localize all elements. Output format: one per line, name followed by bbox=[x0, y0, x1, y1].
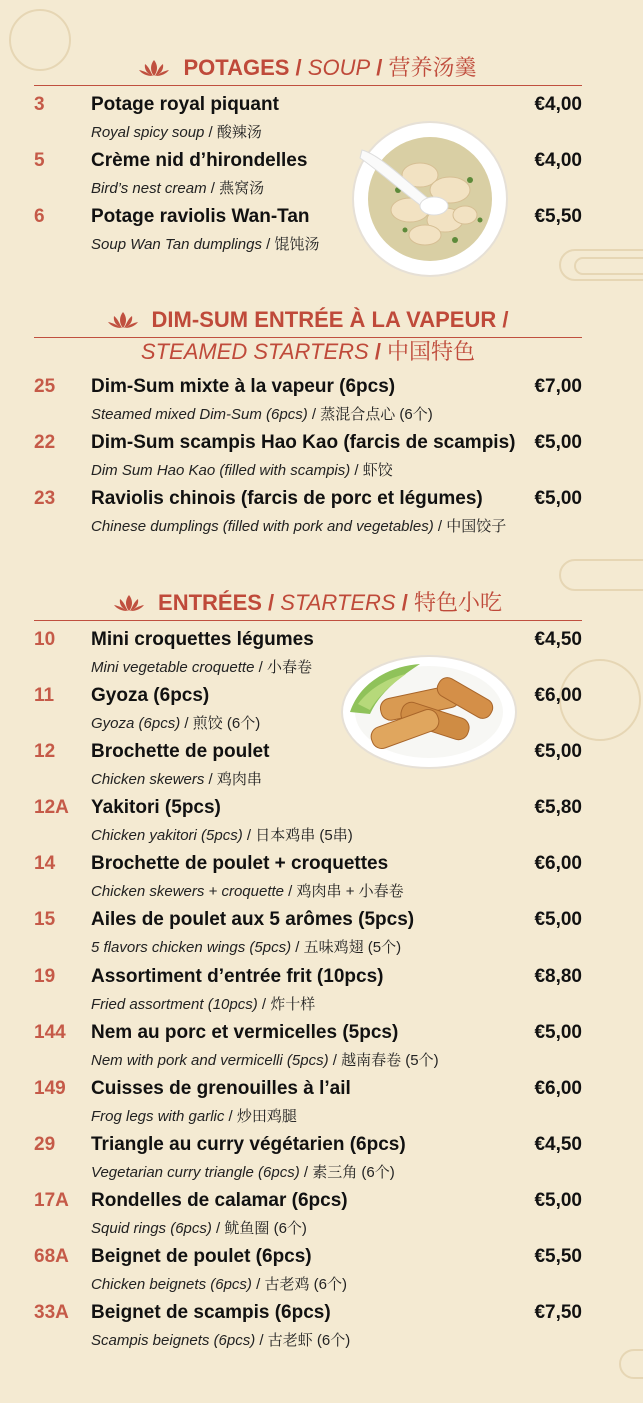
item-english: Mini vegetable croquette bbox=[91, 659, 255, 676]
menu-item bbox=[34, 853, 582, 909]
item-price: €6,00 bbox=[534, 1078, 582, 1099]
item-subtitle bbox=[91, 1161, 395, 1182]
subtitle-separator: / bbox=[242, 827, 256, 844]
item-english: Squid rings (6pcs) bbox=[91, 1220, 212, 1237]
section-title-line2 bbox=[34, 339, 582, 365]
subtitle-separator: / bbox=[257, 996, 271, 1013]
item-number: 23 bbox=[34, 488, 56, 509]
subtitle-separator: / bbox=[206, 180, 220, 197]
item-chinese: 炸十样 bbox=[270, 996, 316, 1013]
item-price: €6,00 bbox=[534, 685, 582, 706]
item-subtitle bbox=[91, 1105, 297, 1126]
item-chinese: 小春卷 bbox=[266, 659, 312, 676]
item-name: Cuisses de grenouilles à l’ail bbox=[91, 1078, 351, 1099]
item-chinese: 鸡肉串 bbox=[216, 771, 262, 788]
menu-item bbox=[34, 1022, 582, 1078]
title-chinese: 特色小吃 bbox=[413, 590, 502, 615]
section-steamed-starters bbox=[34, 307, 582, 365]
subtitle-separator: / bbox=[204, 771, 217, 788]
item-price: €5,00 bbox=[534, 909, 582, 930]
item-chinese: 炒田鸡腿 bbox=[236, 1108, 297, 1125]
item-english: Royal spicy soup bbox=[91, 124, 205, 141]
item-subtitle bbox=[91, 1217, 307, 1238]
item-english: Nem with pork and vermicelli (5pcs) bbox=[91, 1052, 329, 1069]
subtitle-separator: / bbox=[255, 1332, 268, 1349]
item-english: Soup Wan Tan dumplings bbox=[91, 236, 262, 253]
item-number: 17A bbox=[34, 1190, 69, 1211]
item-subtitle bbox=[91, 768, 262, 789]
item-name: Yakitori (5pcs) bbox=[91, 797, 221, 818]
item-price: €7,50 bbox=[534, 1302, 582, 1323]
item-name: Beignet de scampis (6pcs) bbox=[91, 1302, 331, 1323]
section-title bbox=[34, 307, 582, 333]
item-chinese: 鱿鱼圈 (6个) bbox=[224, 1220, 307, 1237]
item-english: Chicken skewers bbox=[91, 771, 205, 788]
section-rule bbox=[34, 85, 582, 86]
item-price: €5,00 bbox=[534, 432, 582, 453]
item-english: Gyoza (6pcs) bbox=[91, 715, 181, 732]
item-number: 29 bbox=[34, 1134, 56, 1155]
item-subtitle bbox=[91, 403, 433, 424]
item-price: €6,00 bbox=[534, 853, 582, 874]
subtitle-separator: / bbox=[299, 1164, 313, 1181]
spring-rolls-photo bbox=[340, 652, 518, 770]
item-subtitle bbox=[91, 1329, 350, 1350]
item-number: 25 bbox=[34, 376, 56, 397]
title-separator: / bbox=[289, 55, 308, 80]
lotus-icon bbox=[108, 311, 138, 329]
menu-item bbox=[34, 966, 582, 1022]
item-number: 12 bbox=[34, 741, 56, 762]
item-number: 10 bbox=[34, 629, 56, 650]
menu-item bbox=[34, 1134, 582, 1190]
item-english: Scampis beignets (6pcs) bbox=[91, 1332, 256, 1349]
item-price: €4,00 bbox=[534, 150, 582, 171]
item-price: €5,00 bbox=[534, 1022, 582, 1043]
item-price: €5,00 bbox=[534, 488, 582, 509]
item-number: 12A bbox=[34, 797, 69, 818]
item-english: Chicken beignets (6pcs) bbox=[91, 1276, 252, 1293]
subtitle-separator: / bbox=[251, 1276, 265, 1293]
item-subtitle bbox=[91, 712, 260, 733]
item-number: 6 bbox=[34, 206, 45, 227]
item-english: Chinese dumplings (filled with pork and vegetables) bbox=[91, 518, 434, 535]
item-number: 15 bbox=[34, 909, 56, 930]
item-chinese: 酸辣汤 bbox=[216, 124, 262, 141]
item-number: 68A bbox=[34, 1246, 69, 1267]
item-chinese: 虾饺 bbox=[362, 462, 393, 479]
item-name: Potage royal piquant bbox=[91, 94, 279, 115]
item-subtitle bbox=[91, 824, 353, 845]
item-name: Mini croquettes légumes bbox=[91, 629, 314, 650]
item-price: €5,00 bbox=[534, 741, 582, 762]
item-price: €4,00 bbox=[534, 94, 582, 115]
item-chinese: 古老虾 (6个) bbox=[267, 1332, 351, 1349]
item-name: Dim-Sum mixte à la vapeur (6pcs) bbox=[91, 376, 396, 397]
item-subtitle bbox=[91, 1049, 439, 1070]
item-chinese: 蒸混合点心 (6个) bbox=[320, 406, 433, 423]
title-chinese: 中国特色 bbox=[387, 339, 476, 364]
item-chinese: 燕窝汤 bbox=[219, 180, 265, 197]
title-separator: / bbox=[395, 590, 414, 615]
item-number: 14 bbox=[34, 853, 56, 874]
title-english: STARTERS bbox=[280, 590, 396, 615]
item-name: Potage raviolis Wan-Tan bbox=[91, 206, 310, 227]
item-name: Nem au porc et vermicelles (5pcs) bbox=[91, 1022, 399, 1043]
menu-item bbox=[34, 1246, 582, 1302]
menu-item bbox=[34, 1078, 582, 1134]
item-chinese: 五味鸡翅 (5个) bbox=[303, 939, 402, 956]
item-subtitle bbox=[91, 515, 506, 536]
item-number: 19 bbox=[34, 966, 56, 987]
soup-bowl-photo bbox=[350, 120, 510, 278]
menu-item bbox=[34, 1302, 582, 1358]
section-rule bbox=[34, 620, 582, 621]
subtitle-separator: / bbox=[211, 1220, 225, 1237]
item-subtitle bbox=[91, 656, 312, 677]
title-english: STEAMED STARTERS bbox=[140, 339, 369, 364]
title-main: ENTRÉES bbox=[158, 590, 262, 615]
item-number: 149 bbox=[34, 1078, 66, 1099]
subtitle-separator: / bbox=[328, 1052, 342, 1069]
item-chinese: 鸡肉串 + 小春卷 bbox=[296, 883, 404, 900]
lotus-icon bbox=[114, 594, 144, 612]
item-subtitle bbox=[91, 993, 315, 1014]
item-name: Triangle au curry végétarien (6pcs) bbox=[91, 1134, 406, 1155]
item-english: 5 flavors chicken wings (5pcs) bbox=[91, 939, 292, 956]
subtitle-separator: / bbox=[204, 124, 217, 141]
menu-item bbox=[34, 432, 582, 488]
item-number: 22 bbox=[34, 432, 56, 453]
item-english: Chicken yakitori (5pcs) bbox=[91, 827, 243, 844]
item-chinese: 煎饺 (6个) bbox=[192, 715, 261, 732]
item-subtitle bbox=[91, 233, 319, 254]
subtitle-separator: / bbox=[350, 462, 363, 479]
item-name: Crème nid d’hirondelles bbox=[91, 150, 308, 171]
menu-item bbox=[34, 376, 582, 432]
subtitle-separator: / bbox=[433, 518, 447, 535]
item-subtitle bbox=[91, 936, 401, 957]
item-english: Dim Sum Hao Kao (filled with scampis) bbox=[91, 462, 351, 479]
item-name: Rondelles de calamar (6pcs) bbox=[91, 1190, 348, 1211]
item-name: Ailes de poulet aux 5 arômes (5pcs) bbox=[91, 909, 415, 930]
section-title bbox=[34, 55, 582, 81]
section-title bbox=[34, 590, 582, 616]
subtitle-separator: / bbox=[307, 406, 321, 423]
title-main: DIM-SUM ENTRÉE À LA VAPEUR / bbox=[151, 307, 509, 332]
item-chinese: 越南春卷 (5个) bbox=[341, 1052, 439, 1069]
item-english: Bird’s nest cream bbox=[91, 180, 207, 197]
item-name: Dim-Sum scampis Hao Kao (farcis de scampis) bbox=[91, 432, 516, 453]
item-subtitle bbox=[91, 1273, 347, 1294]
item-number: 33A bbox=[34, 1302, 69, 1323]
item-name: Gyoza (6pcs) bbox=[91, 685, 210, 706]
item-name: Raviolis chinois (farcis de porc et légumes) bbox=[91, 488, 483, 509]
item-price: €4,50 bbox=[534, 1134, 582, 1155]
item-chinese: 素三角 (6个) bbox=[312, 1164, 395, 1181]
item-price: €7,00 bbox=[534, 376, 582, 397]
title-chinese: 营养汤羹 bbox=[388, 55, 477, 80]
item-price: €4,50 bbox=[534, 629, 582, 650]
item-subtitle bbox=[91, 121, 262, 142]
item-name: Brochette de poulet bbox=[91, 741, 270, 762]
item-name: Brochette de poulet + croquettes bbox=[91, 853, 389, 874]
item-price: €5,00 bbox=[534, 1190, 582, 1211]
subtitle-separator: / bbox=[261, 236, 275, 253]
item-name: Beignet de poulet (6pcs) bbox=[91, 1246, 312, 1267]
item-number: 3 bbox=[34, 94, 45, 115]
item-english: Chicken skewers + croquette bbox=[91, 883, 285, 900]
title-separator: / bbox=[261, 590, 281, 615]
item-price: €5,50 bbox=[534, 206, 582, 227]
item-price: €5,80 bbox=[534, 797, 582, 818]
item-number: 144 bbox=[34, 1022, 66, 1043]
item-english: Steamed mixed Dim-Sum (6pcs) bbox=[91, 406, 308, 423]
menu-item bbox=[34, 1190, 582, 1246]
title-separator: / bbox=[370, 55, 389, 80]
item-chinese: 古老鸡 (6个) bbox=[264, 1276, 347, 1293]
title-main: POTAGES bbox=[183, 55, 290, 80]
subtitle-separator: / bbox=[284, 883, 297, 900]
title-separator: / bbox=[368, 339, 388, 364]
menu-item bbox=[34, 488, 582, 544]
menu-item bbox=[34, 797, 582, 853]
section-rule bbox=[34, 337, 582, 338]
section-soup bbox=[34, 55, 582, 86]
item-english: Vegetarian curry triangle (6pcs) bbox=[91, 1164, 300, 1181]
item-chinese: 日本鸡串 (5串) bbox=[255, 827, 353, 844]
section-starters bbox=[34, 590, 582, 621]
item-english: Fried assortment (10pcs) bbox=[91, 996, 258, 1013]
subtitle-separator: / bbox=[180, 715, 193, 732]
item-english: Frog legs with garlic bbox=[91, 1108, 225, 1125]
item-chinese: 中国饺子 bbox=[446, 518, 507, 535]
item-subtitle bbox=[91, 459, 393, 480]
item-number: 5 bbox=[34, 150, 45, 171]
subtitle-separator: / bbox=[254, 659, 267, 676]
subtitle-separator: / bbox=[224, 1108, 237, 1125]
item-subtitle bbox=[91, 880, 404, 901]
item-price: €5,50 bbox=[534, 1246, 582, 1267]
subtitle-separator: / bbox=[291, 939, 304, 956]
item-chinese: 馄饨汤 bbox=[274, 236, 320, 253]
title-english: SOUP bbox=[307, 55, 371, 80]
item-number: 11 bbox=[34, 685, 55, 706]
item-subtitle bbox=[91, 177, 264, 198]
menu-item bbox=[34, 909, 582, 965]
item-name: Assortiment d’entrée frit (10pcs) bbox=[91, 966, 384, 987]
lotus-icon bbox=[139, 59, 169, 77]
item-price: €8,80 bbox=[534, 966, 582, 987]
